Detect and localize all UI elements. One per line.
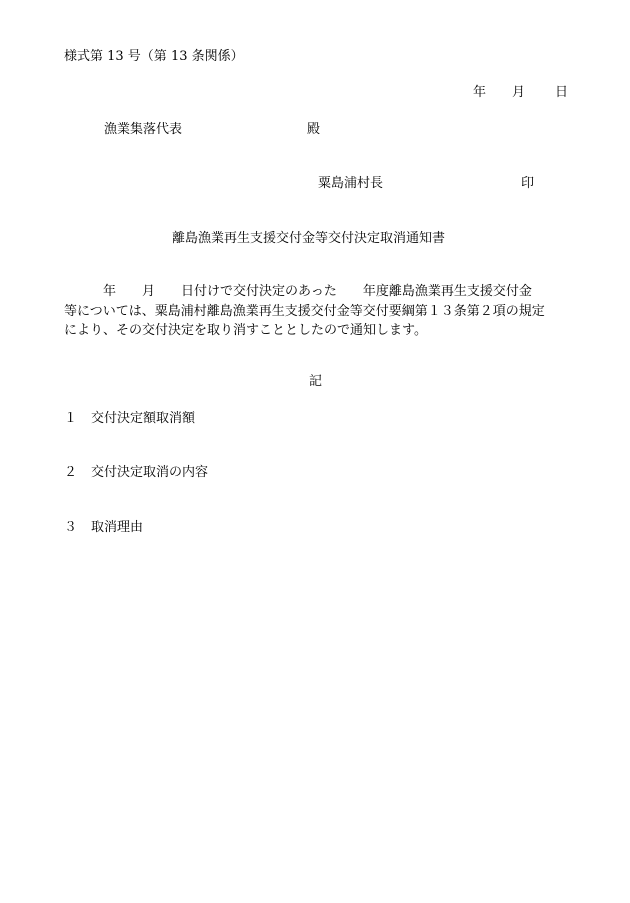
addressee-honorific: 殿: [307, 122, 321, 137]
document-title: 離島漁業再生支援交付金等交付決定取消通知書: [172, 231, 446, 246]
date-month: 月: [512, 85, 526, 100]
body-line-1: 年 月 日付けで交付決定のあった 年度離島漁業再生支援交付金: [64, 284, 532, 299]
item-3-label: 取消理由: [91, 520, 144, 535]
addressee-label: 漁業集落代表: [104, 122, 183, 137]
body-paragraph: [64, 282, 572, 341]
date-year: 年: [473, 85, 487, 100]
date-day: 日: [555, 85, 569, 100]
sender-seal: 印: [521, 176, 535, 191]
sender-title: 粟島浦村長: [318, 176, 384, 191]
item-2-number: ２: [64, 465, 78, 480]
item-2-label: 交付決定取消の内容: [91, 465, 209, 480]
body-line-3: により、その交付決定を取り消すこととしたので通知します。: [64, 323, 427, 338]
item-3-number: ３: [64, 520, 78, 535]
form-number: 様式第 13 号（第 13 条関係）: [64, 49, 244, 64]
ki-heading: 記: [309, 374, 323, 389]
body-line-2: 等については、粟島浦村離島漁業再生支援交付金等交付要綱第１３条第２項の規定: [64, 303, 545, 319]
item-1-label: 交付決定額取消額: [91, 411, 196, 426]
item-1-number: １: [64, 411, 78, 426]
